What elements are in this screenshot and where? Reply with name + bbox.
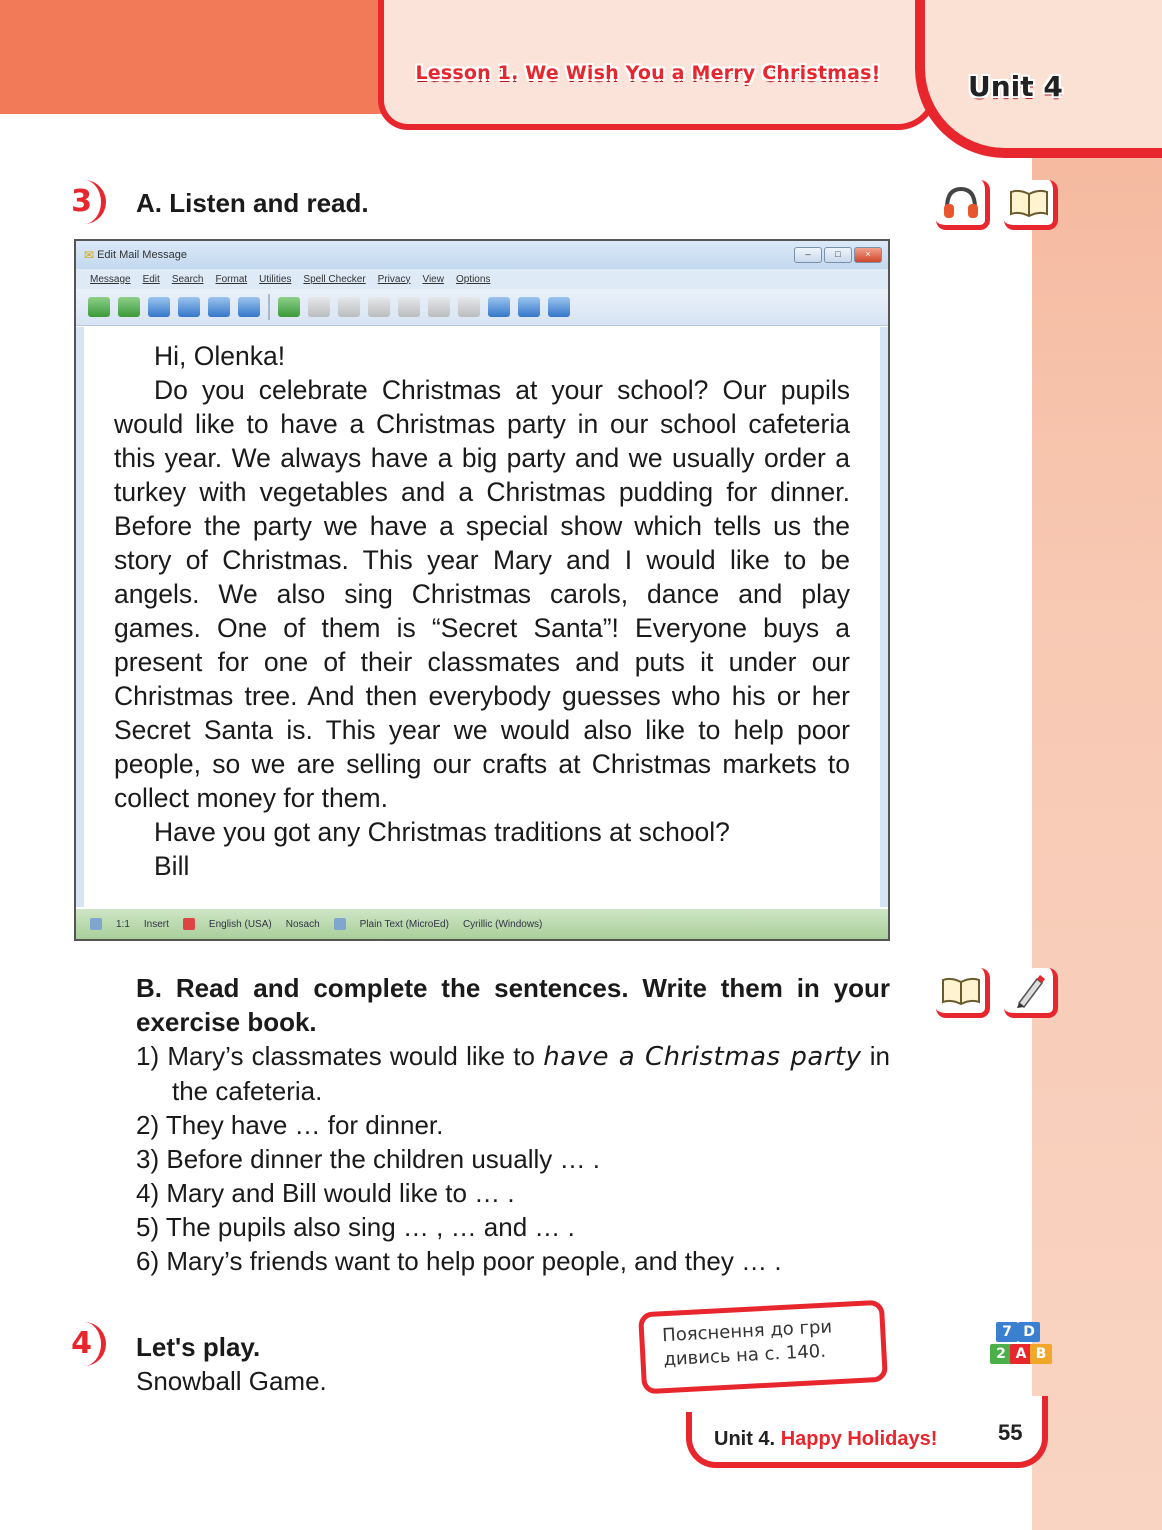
block: 2 [990,1344,1012,1364]
exercise-3a-heading: A. Listen and read. [136,188,369,218]
status-encoding[interactable]: Cyrillic (Windows) [462,918,543,930]
address-book-icon[interactable] [148,297,170,317]
exercise-number-3: 3 [62,180,106,224]
item-text: Mary and Bill would like to … . [166,1178,515,1208]
list-item [136,1142,890,1176]
list-item [136,1210,890,1244]
send-icon[interactable] [88,297,110,317]
receive-icon[interactable] [118,297,140,317]
status-position: 1:1 [116,918,130,930]
block: D [1018,1322,1040,1342]
note-line-2: дивись на с. 140. [662,1340,827,1371]
item-text: The pupils also sing … , … and … . [165,1212,575,1242]
undo-icon[interactable] [278,297,300,317]
list-item [136,1039,890,1108]
letter-body: Do you celebrate Christmas at your school? Our pupils would like to have a Christmas party in our school cafeteria this year. We always have a big party and we usually order a turkey with vegetables and a Christmas pudding for dinner. Before the party we have a special show which tells us the story of Christmas. This year Mary and I would like to be angels. We also sing Christmas carols, dance and play games. One of them is “Secret Santa”! Everyone buys a present for one of their classmates and puts it under our Christmas tree. And then everybody guesses who his or her Secret Santa is. This year we would also like to help poor people, so we are selling our crafts at Christmas markets to collect money for them. [114,375,850,813]
list-item [136,1108,890,1142]
status-bar [76,909,888,939]
redo-icon[interactable] [308,297,330,317]
window-titlebar[interactable] [76,241,888,269]
item-text: Mary’s friends want to help poor people, and they … . [166,1246,782,1276]
record-icon[interactable] [183,918,195,930]
mail-window [74,239,890,941]
exercise-4 [136,1330,327,1398]
item-text: in the cafeteria. [172,1041,890,1106]
letter-blocks-icon [990,1320,1047,1370]
menu-options[interactable]: Options [455,273,491,285]
item-number: 3) [136,1144,160,1174]
exercise-number-4: 4 [62,1322,106,1366]
sentence-list [136,1039,890,1278]
example-answer: have a Christmas party [543,1042,862,1072]
block: A [1010,1344,1032,1364]
window-title: Edit Mail Message [97,249,187,261]
footer-unit: Unit 4. [714,1428,776,1450]
letter-greeting: Hi, Olenka! [154,341,286,371]
letter-text [114,339,850,883]
page-side-strip [1032,0,1162,1530]
headphones-icon [936,180,990,230]
close-button[interactable]: × [854,247,882,263]
menu-view[interactable]: View [422,273,444,285]
status-icon [90,918,102,930]
exercise-4-subtitle: Snowball Game. [136,1366,327,1396]
menu-utilities[interactable]: Utilities [259,273,292,285]
menu-privacy[interactable]: Privacy [377,273,411,285]
exercise-3b [136,971,890,1278]
save-icon[interactable] [238,297,260,317]
menu-message[interactable]: Message [90,273,131,285]
exercise-4-heading: Let's play. [136,1332,261,1362]
item-text: They have … for dinner. [165,1110,444,1140]
item-number: 5) [136,1212,160,1242]
menu-search[interactable]: Search [171,273,204,285]
lesson-title: Lesson 1. We Wish You a Merry Christmas! [415,62,881,84]
pencil-icon [1004,968,1058,1018]
book-icon [936,968,990,1018]
footer-unit-title [714,1428,937,1451]
letter-signature: Bill [154,851,190,881]
status-language[interactable]: English (USA) [208,918,272,930]
item-number: 2) [136,1110,160,1140]
paste-icon[interactable] [398,297,420,317]
note-line-1: Пояснення до гри [661,1316,833,1347]
item-text: Mary’s classmates would like to [167,1041,544,1071]
print-icon[interactable] [208,297,230,317]
menu-edit[interactable]: Edit [142,273,160,285]
menu-bar [76,269,888,289]
copy-icon[interactable] [338,297,360,317]
format-icon[interactable] [458,297,480,317]
block: B [1030,1344,1052,1364]
cut-icon[interactable] [368,297,390,317]
status-user[interactable]: Nosach [285,918,320,930]
status-format[interactable]: Plain Text (MicroEd) [359,918,449,930]
game-note [638,1300,888,1395]
message-body[interactable] [76,327,888,907]
options-icon[interactable] [548,297,570,317]
attach-icon[interactable] [178,297,200,317]
menu-format[interactable]: Format [215,273,248,285]
page-number: 55 [998,1420,1023,1445]
mail-app-icon: ✉ [84,248,95,262]
clock-icon [334,918,346,930]
item-number: 1) [136,1041,160,1071]
spell-check-icon[interactable] [488,297,510,317]
item-text: Before dinner the children usually … . [166,1144,600,1174]
encrypt-icon[interactable] [518,297,540,317]
block: 7 [996,1322,1018,1342]
exercise-3b-heading: B. Read and complete the sentences. Write them in your exercise book. [136,973,890,1037]
maximize-button[interactable]: □ [824,247,852,263]
toolbar [76,289,888,326]
letter-question: Have you got any Christmas traditions at school? [154,817,730,847]
item-number: 4) [136,1178,160,1208]
list-item [136,1176,890,1210]
toolbar-separator [268,294,270,320]
footer-title: Happy Holidays! [780,1428,938,1450]
top-color-band [0,0,390,114]
minimize-button[interactable]: – [794,247,822,263]
status-mode[interactable]: Insert [143,918,169,930]
unit-label: Unit 4 [968,70,1063,103]
clipboard-icon[interactable] [428,297,450,317]
book-icon [1004,180,1058,230]
item-number: 6) [136,1246,160,1276]
menu-spell-checker[interactable]: Spell Checker [303,273,366,285]
list-item [136,1244,890,1278]
